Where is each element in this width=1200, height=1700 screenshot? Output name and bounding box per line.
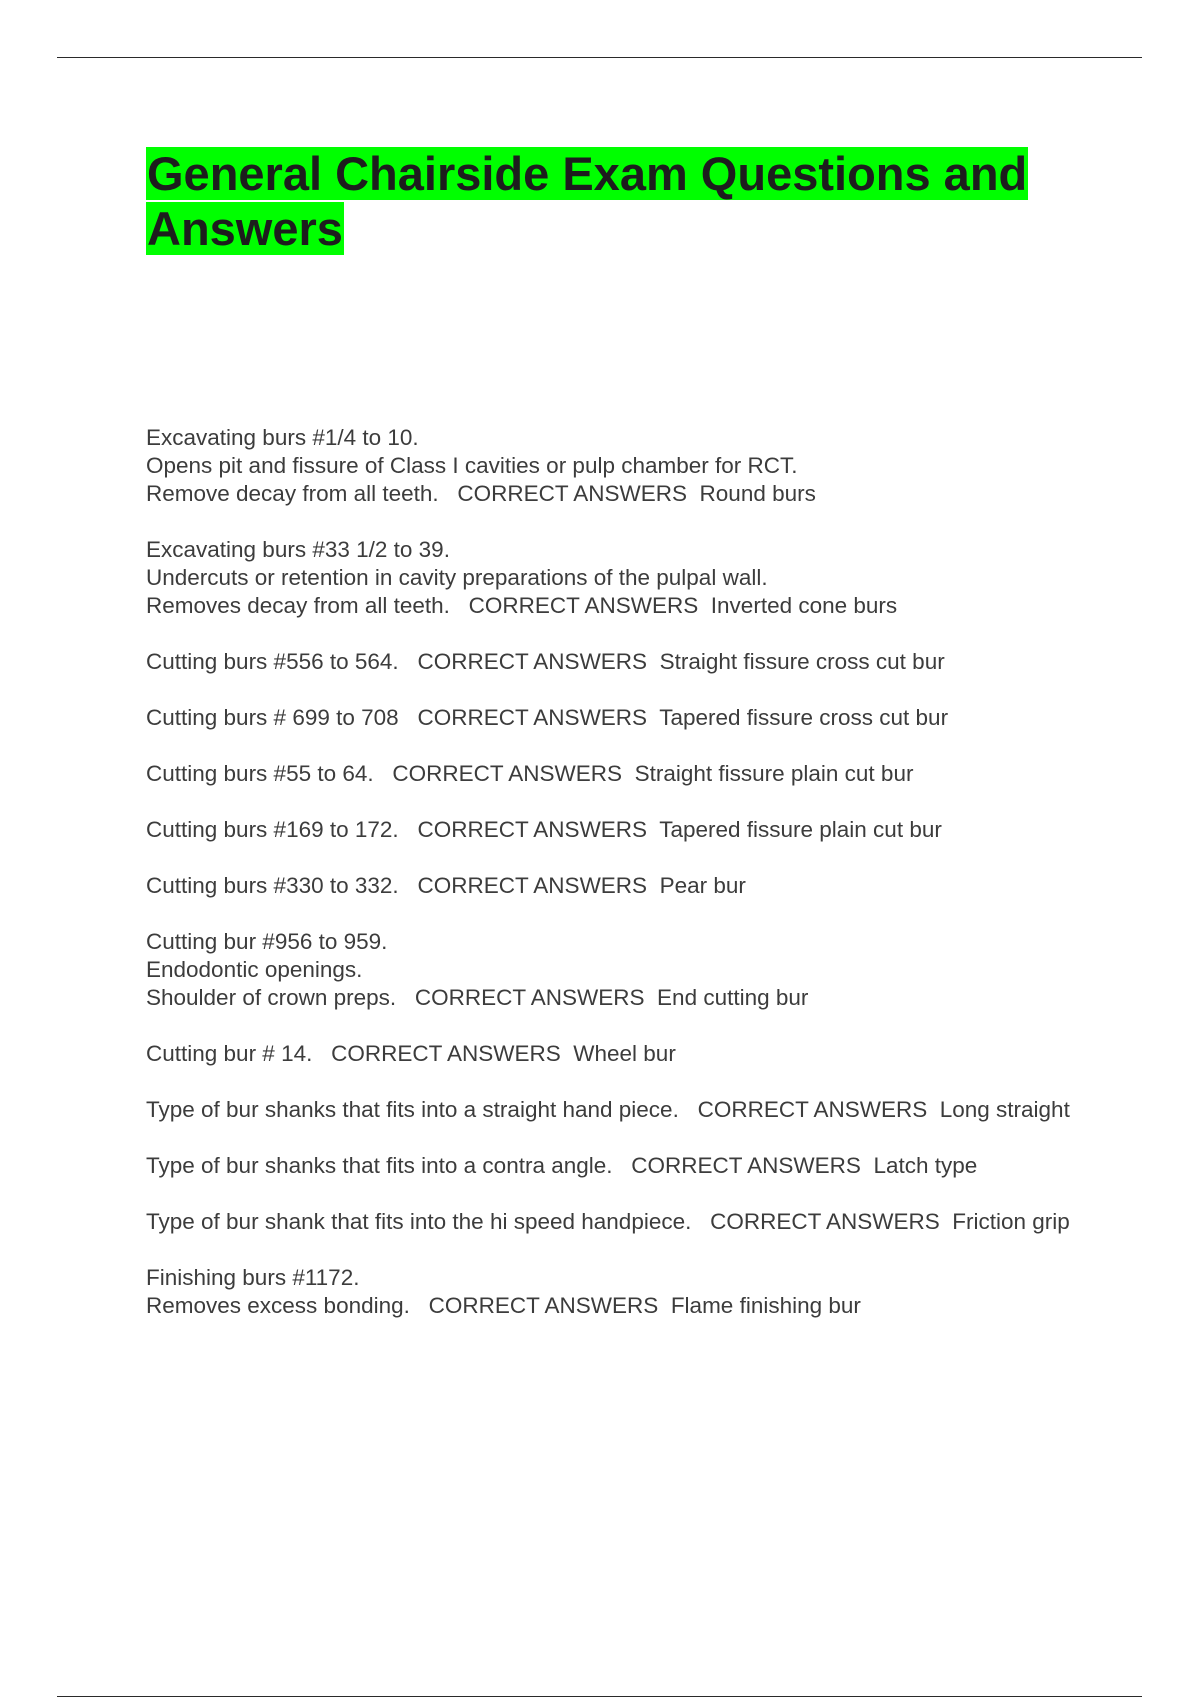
qa-item — [146, 1208, 1076, 1236]
question-text: Remove decay from all teeth. — [146, 481, 439, 506]
question-line — [146, 872, 1076, 900]
answer-marker: CORRECT ANSWERS — [710, 1209, 940, 1234]
qa-item — [146, 872, 1076, 900]
answer-marker: CORRECT ANSWERS — [457, 481, 688, 506]
question-text: Opens pit and fissure of Class I cavities or pulp chamber for RCT. — [146, 453, 798, 478]
question-line — [146, 1096, 1076, 1124]
answer-marker: CORRECT ANSWERS — [417, 873, 648, 898]
question-text: Type of bur shank that fits into the hi speed handpiece. — [146, 1209, 692, 1234]
qa-item — [146, 760, 1076, 788]
question-text: Type of bur shanks that fits into a straight hand piece. — [146, 1097, 679, 1122]
question-text: Cutting burs #169 to 172. — [146, 817, 399, 842]
qa-item — [146, 928, 1076, 1012]
answer-text: Friction grip — [952, 1209, 1070, 1234]
question-line — [146, 424, 1076, 452]
title-highlight: General Chairside Exam Questions and Answers — [147, 147, 1028, 255]
answer-marker: CORRECT ANSWERS — [392, 761, 623, 786]
answer-marker: CORRECT ANSWERS — [417, 705, 648, 730]
question-text: Cutting bur # 14. — [146, 1041, 313, 1066]
question-text: Undercuts or retention in cavity preparations of the pulpal wall. — [146, 565, 768, 590]
question-line — [146, 480, 1076, 508]
question-line — [146, 816, 1076, 844]
answer-text: Tapered fissure plain cut bur — [659, 817, 942, 842]
question-text: Removes excess bonding. — [146, 1293, 410, 1318]
question-line — [146, 1292, 1076, 1320]
question-text: Shoulder of crown preps. — [146, 985, 397, 1010]
question-line — [146, 956, 1076, 984]
answer-text: Round burs — [699, 481, 816, 506]
question-line — [146, 928, 1076, 956]
question-line — [146, 536, 1076, 564]
answer-text: Tapered fissure cross cut bur — [659, 705, 949, 730]
question-line — [146, 1264, 1076, 1292]
qa-item — [146, 424, 1076, 508]
answer-text: Wheel bur — [573, 1041, 676, 1066]
question-line — [146, 648, 1076, 676]
question-text: Cutting burs # 699 to 708 — [146, 705, 399, 730]
bottom-rule — [57, 1696, 1142, 1697]
question-line — [146, 760, 1076, 788]
question-text: Cutting bur #956 to 959. — [146, 929, 388, 954]
qa-item — [146, 648, 1076, 676]
answer-text: Flame finishing bur — [670, 1293, 861, 1318]
qa-item — [146, 1152, 1076, 1180]
question-line — [146, 1040, 1076, 1068]
question-text: Cutting burs #330 to 332. — [146, 873, 399, 898]
question-text: Removes decay from all teeth. — [146, 593, 450, 618]
answer-text: Straight fissure cross cut bur — [659, 649, 945, 674]
answer-marker: CORRECT ANSWERS — [417, 649, 648, 674]
answer-text: Long straight — [939, 1097, 1070, 1122]
answer-marker: CORRECT ANSWERS — [414, 985, 645, 1010]
question-text: Cutting burs #55 to 64. — [146, 761, 374, 786]
question-line — [146, 984, 1076, 1012]
qa-item — [146, 1096, 1076, 1124]
page-title — [146, 146, 1066, 256]
question-line — [146, 1152, 1076, 1180]
question-text: Excavating burs #1/4 to 10. — [146, 425, 419, 450]
question-text: Cutting burs #556 to 564. — [146, 649, 399, 674]
question-line — [146, 1208, 1076, 1236]
answer-marker: CORRECT ANSWERS — [468, 593, 699, 618]
question-line — [146, 564, 1076, 592]
qa-item — [146, 1040, 1076, 1068]
question-text: Finishing burs #1172. — [146, 1265, 360, 1290]
qa-item — [146, 704, 1076, 732]
top-rule — [57, 57, 1142, 58]
question-line — [146, 592, 1076, 620]
qa-item — [146, 1264, 1076, 1320]
question-text: Endodontic openings. — [146, 957, 363, 982]
qa-list — [146, 424, 1076, 1348]
answer-text: Straight fissure plain cut bur — [634, 761, 914, 786]
answer-marker: CORRECT ANSWERS — [631, 1153, 861, 1178]
qa-item — [146, 536, 1076, 620]
answer-text: End cutting bur — [657, 985, 809, 1010]
qa-item — [146, 816, 1076, 844]
answer-text: Latch type — [873, 1153, 978, 1178]
answer-marker: CORRECT ANSWERS — [417, 817, 648, 842]
answer-text: Pear bur — [659, 873, 746, 898]
question-line — [146, 704, 1076, 732]
question-line — [146, 452, 1076, 480]
answer-marker: CORRECT ANSWERS — [428, 1293, 659, 1318]
answer-marker: CORRECT ANSWERS — [697, 1097, 928, 1122]
answer-marker: CORRECT ANSWERS — [331, 1041, 561, 1066]
answer-text: Inverted cone burs — [710, 593, 898, 618]
question-text: Type of bur shanks that fits into a contra angle. — [146, 1153, 613, 1178]
question-text: Excavating burs #33 1/2 to 39. — [146, 537, 450, 562]
